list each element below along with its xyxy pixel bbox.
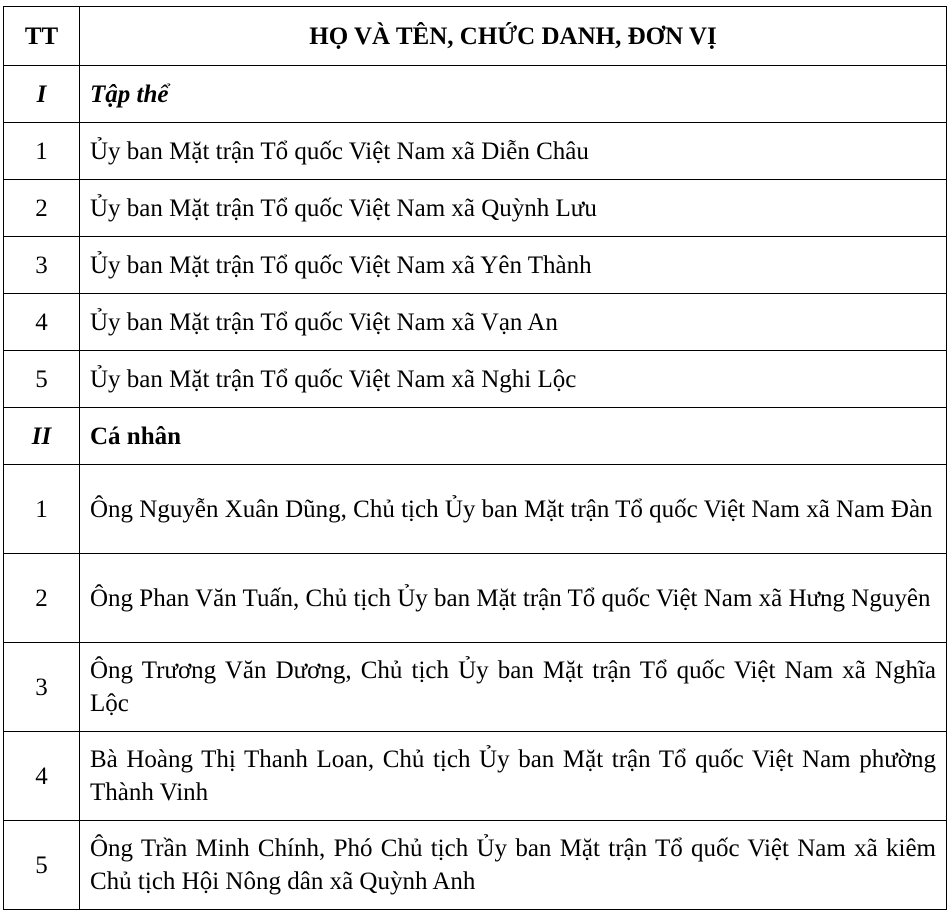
table-row [4, 237, 947, 294]
table-row [4, 821, 947, 910]
table-row [4, 294, 947, 351]
row-text: Bà Hoàng Thị Thanh Loan, Chủ tịch Ủy ban Mặt trận Tổ quốc Việt Nam phường Thành Vinh [80, 732, 947, 821]
table-row [4, 554, 947, 643]
table-header-row [4, 7, 947, 66]
row-text: Ông Phan Văn Tuấn, Chủ tịch Ủy ban Mặt trận Tổ quốc Việt Nam xã Hưng Nguyên [80, 554, 947, 643]
row-text: Ông Nguyễn Xuân Dũng, Chủ tịch Ủy ban Mặt trận Tổ quốc Việt Nam xã Nam Đàn [80, 465, 947, 554]
row-text: Ủy ban Mặt trận Tổ quốc Việt Nam xã Diễn Châu [80, 123, 947, 180]
row-number: 4 [4, 732, 80, 821]
row-number: 2 [4, 554, 80, 643]
table-row [4, 732, 947, 821]
table-row [4, 351, 947, 408]
section-row-collective [4, 66, 947, 123]
section-numeral: I [4, 66, 80, 123]
row-text: Ông Trần Minh Chính, Phó Chủ tịch Ủy ban Mặt trận Tổ quốc Việt Nam xã kiêm Chủ tịch Hội Nông dân xã Quỳnh Anh [80, 821, 947, 910]
table-row [4, 123, 947, 180]
row-text: Ủy ban Mặt trận Tổ quốc Việt Nam xã Quỳnh Lưu [80, 180, 947, 237]
section-title: Tập thể [80, 66, 947, 123]
header-tt: TT [4, 7, 80, 66]
commendation-table [3, 6, 947, 910]
row-text: Ủy ban Mặt trận Tổ quốc Việt Nam xã Vạn An [80, 294, 947, 351]
row-number: 2 [4, 180, 80, 237]
section-title: Cá nhân [80, 408, 947, 465]
row-text: Ủy ban Mặt trận Tổ quốc Việt Nam xã Nghi Lộc [80, 351, 947, 408]
section-row-individual [4, 408, 947, 465]
header-name: HỌ VÀ TÊN, CHỨC DANH, ĐƠN VỊ [80, 7, 947, 66]
row-number: 4 [4, 294, 80, 351]
row-number: 5 [4, 821, 80, 910]
row-number: 3 [4, 237, 80, 294]
table-row [4, 643, 947, 732]
table-row [4, 465, 947, 554]
row-number: 1 [4, 123, 80, 180]
row-text: Ông Trương Văn Dương, Chủ tịch Ủy ban Mặt trận Tổ quốc Việt Nam xã Nghĩa Lộc [80, 643, 947, 732]
section-numeral: II [4, 408, 80, 465]
table-row [4, 180, 947, 237]
row-number: 1 [4, 465, 80, 554]
row-number: 3 [4, 643, 80, 732]
row-number: 5 [4, 351, 80, 408]
row-text: Ủy ban Mặt trận Tổ quốc Việt Nam xã Yên Thành [80, 237, 947, 294]
